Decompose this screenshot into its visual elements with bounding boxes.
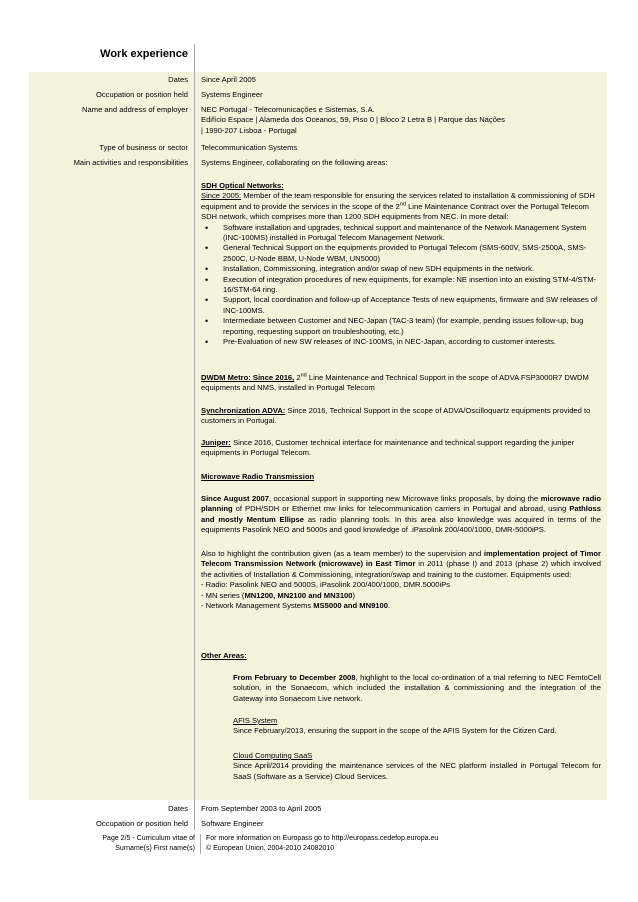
job2-occupation: Software Engineer — [201, 819, 264, 828]
footer-divider — [200, 834, 201, 854]
afis-title: AFIS System — [233, 716, 278, 725]
job2-label-dates: Dates — [168, 804, 188, 813]
sdh-since: Since 2005: — [201, 191, 242, 201]
equipment-item: - MN series (MN1200, MN2100 and MN3100) — [201, 590, 356, 600]
footer-europass-link: For more information on Europass go to http://europass.cedefop.europa.eu — [206, 835, 439, 842]
footer-right — [206, 834, 438, 853]
footer-left — [30, 834, 195, 853]
job1-employer — [201, 105, 601, 136]
other-areas-cloud: Cloud Computing SaaS Since April/2014 providing the maintenance services of the NEC platform installed in Portugal Telecom for SaaS (Software as a Service) Cloud Services. — [233, 751, 601, 781]
sync-section: Synchronization ADVA: Since 2016, Technical Support in the scope of ADVA/Oscilloquartz equipments provided to customers in Portugal. — [201, 406, 591, 426]
equipment-item: - Radio: Pasolink NEO and 5000S, iPasolink 200/400/1000, DMR.5000iPs — [201, 580, 451, 590]
label-employer: Name and address of employer — [82, 105, 188, 114]
job1-occupation: Systems Engineer — [201, 90, 263, 99]
job1-activities-intro: Systems Engineer, collaborating on the following areas: — [201, 158, 388, 167]
label-occupation: Occupation or position held — [95, 90, 188, 99]
label-sector: Type of business or sector — [99, 143, 188, 152]
list-item: • General Technical Support on the equipments provided to Portugal Telecom (SMS-600V, SMS-2500A, SMS-2500C, U-Node BBM, U-Node WBM, UN5000) — [201, 243, 601, 264]
label-dates: Dates — [168, 75, 188, 84]
other-areas-afis: AFIS System Since February/2013, ensuring the support in the scope of the AFIS System for the Citizen Card. — [201, 716, 601, 737]
sync-heading: Synchronization ADVA: — [201, 406, 286, 415]
footer-copyright: © European Union, 2004-2010 24082010 — [206, 844, 335, 852]
employer-name: NEC Portugal - Telecomunicações e Sistemas, S.A. — [201, 105, 375, 114]
footer-page-info: Page 2/5 - Curriculum vitae of — [102, 835, 195, 842]
employer-address: Edifício Espace | Alameda dos Oceanos, 59, Piso 0 | Bloco 2 Letra B | Parque das Nações — [201, 115, 505, 125]
microwave-paragraph-2: Also to highlight the contribution given (as a team member) to the supervision and implementation project of Timor Telecom Transmission Network (microwave) in East Timor in 2011 (phase I) and 2013 (phase 2) which involved the activities of Installation & Commissioning, integration/swap and training to the customer. Equipments used: - Radio: Pasolink NEO and 5000S, iPasolink 200/400/1000, DMR.5000iPs - MN series (MN1200, MN2100 and MN3100) - Network Management Systems MS5000 and MN9100. — [201, 549, 602, 611]
microwave-paragraph-1: Since August 2007, occasional support in supporting new Microwave links proposals, by doing the microwave radio planning of PDH/SDH or Ethernet mw links for telecommunication carriers in Portugal and abroad, using Pathloss and mostly Mentum Ellipse as radio planning tools. In this area also knowledge was acquired in terms of the equipments Pasolink NEO and 5000s and good knowledge of .iPasolink 200/400/1000, DMR-5000iPS. — [201, 494, 601, 535]
other-areas-femtocell: From February to December 2008, highlight to the local co-ordination of a trial referring to NEC FemtoCell solution, in the Sonaecom, which included the installation & commissioning and the integration of the Gateway into Sonaecom Live network. — [233, 673, 601, 703]
section-title: Work experience — [100, 48, 188, 60]
juniper-section: Juniper: Since 2016, Customer technical interface for maintenance and technical support regarding the juniper equipments in Portugal Telecom. — [201, 438, 575, 458]
job1-sector: Telecommunication Systems — [201, 143, 298, 152]
list-item: • Pre-Evaluation of new SW releases of INC-100MS, in NEC-Japan, according to customer interests. — [201, 337, 601, 347]
dwdm-heading: DWDM Metro: Since 2016, — [201, 373, 295, 382]
cloud-title: Cloud Computing SaaS — [233, 751, 313, 760]
dwdm-section: DWDM Metro: Since 2016, 2nd Line Maintenance and Technical Support in the scope of ADVA FSP3000R7 DWDM equipments and NMS, installed in Portugal Telecom — [201, 372, 589, 393]
juniper-heading: Juniper: — [201, 438, 231, 447]
employer-address-2: | 1990-207 Lisboa - Portugal — [201, 125, 297, 135]
list-item: • Software installation and upgrades, technical support and maintenance of the Network Management System (INC-100MS) installed in Portugal Telecom Management Network. — [201, 223, 601, 244]
column-divider — [194, 44, 195, 830]
equipment-item: - Network Management Systems MS5000 and MN9100. — [201, 601, 391, 611]
job1-dates: Since April 2005 — [201, 75, 256, 84]
list-item: • Support, local coordination and follow-up of Acceptance Tests of new equipments, firmware and SW releases of INC-100MS. — [201, 295, 601, 316]
job2-dates: From September 2003 to April 2005 — [201, 804, 322, 813]
footer-name: Surname(s) First name(s) — [115, 844, 195, 852]
list-item: • Intermediate between Customer and NEC-Japan (TAC-3 team) (for example, pending issues follow-up, bug reporting, requesting support on troubleshooting, etc.) — [201, 316, 601, 337]
sdh-heading: SDH Optical Networks: — [201, 181, 284, 190]
job2-label-occupation: Occupation or position held — [95, 819, 188, 828]
sdh-section: SDH Optical Networks: Since 2005: Member of the team responsible for ensuring the services related to installation & commissioning of SDH equipment and to provide the services in the scope of the 2nd Line Maintenance Contract over the Portugal Telecom SDH network, which comprises more than 1200 SDH equipments from NEC. In more detail: • Software installation and upgrades, technical support and maintenance of the Network Management System (INC-100MS) installed in Portugal Telecom Management Network. • General Technical Support on the equipments provided to Portugal Telecom (SMS-600V, SMS-2500A, SMS-2500C, U-Node BBM, U-Node WBM, UN5000) • Installation, Commissioning, integration and/or swap of new SDH equipments in the network. • Execution of integration procedures of new equipments, for example: NE insertion into an existing STM-4/STM-16/STM-64 ring. • Support, local coordination and follow-up of Acceptance Tests of new equipments, firmware and SW releases of INC-100MS. • Intermediate between Customer and NEC-Japan (TAC-3 team) (for example, pending issues follow-up, bug reporting, requesting support on troubleshooting, etc.) • Pre-Evaluation of new SW releases of INC-100MS, in NEC-Japan, according to customer interests. — [201, 181, 601, 348]
list-item: • Execution of integration procedures of new equipments, for example: NE insertion into an existing STM-4/STM-16/STM-64 ring. — [201, 275, 601, 296]
sdh-bullet-list — [201, 223, 601, 348]
microwave-heading: Microwave Radio Transmission — [201, 472, 315, 481]
list-item: • Installation, Commissioning, integration and/or swap of new SDH equipments in the network. — [201, 264, 601, 274]
label-activities: Main activities and responsibilities — [73, 158, 188, 167]
other-areas-heading: Other Areas: — [201, 651, 247, 660]
